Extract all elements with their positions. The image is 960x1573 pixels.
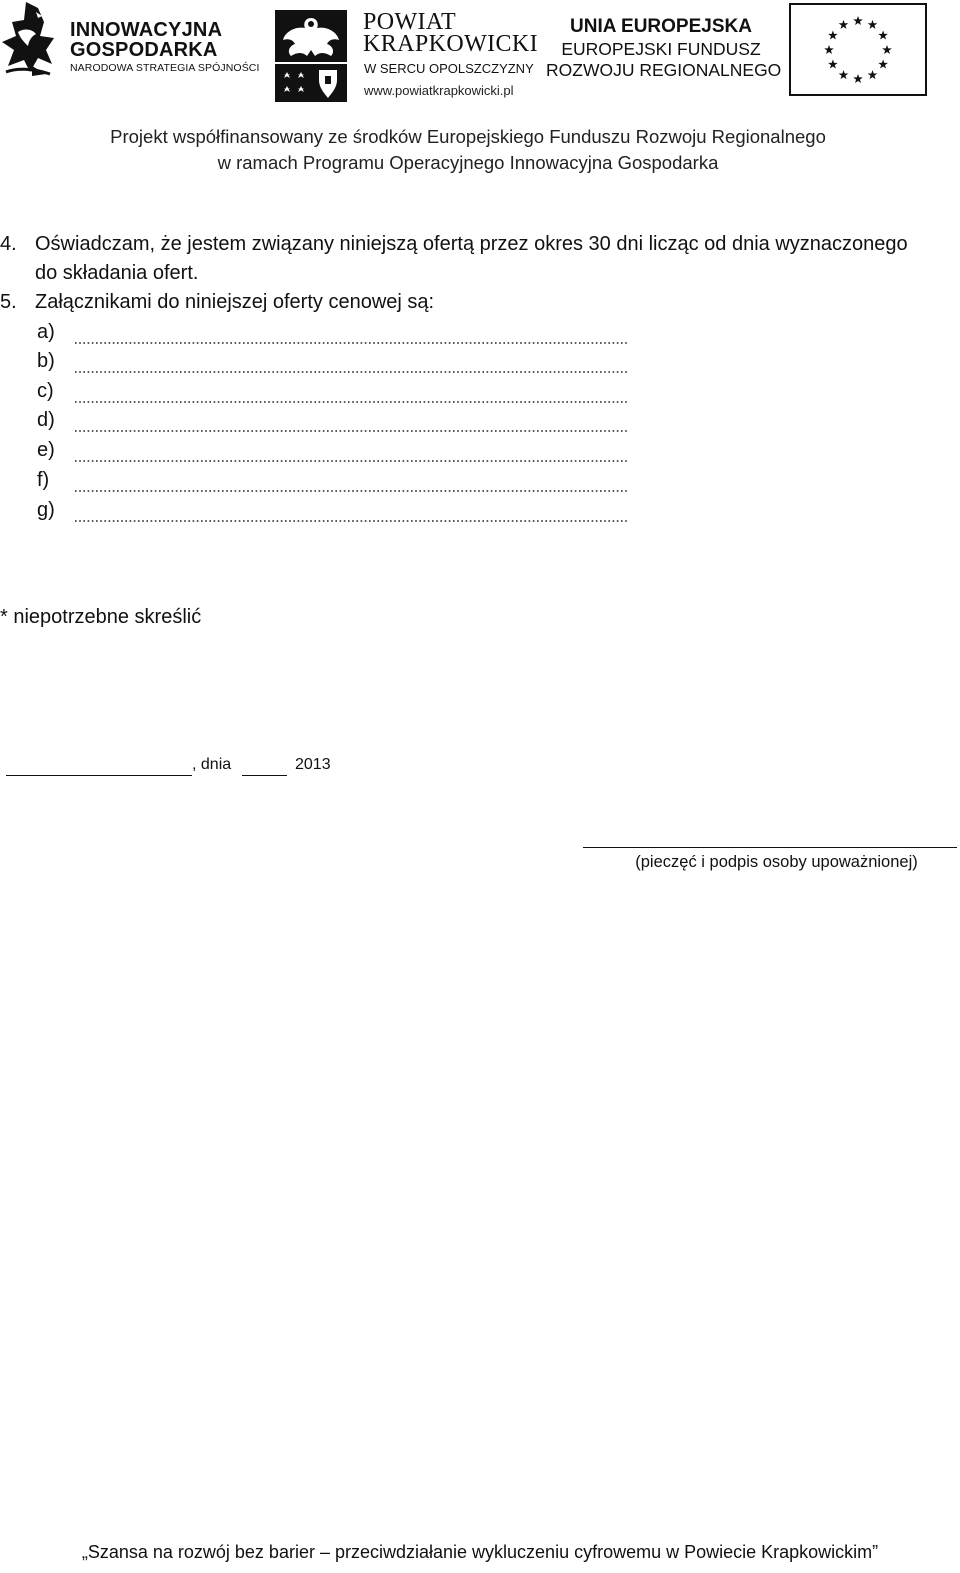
attachment-letter: a) — [37, 321, 55, 343]
attachment-letter: d) — [37, 409, 55, 431]
place-blank-line[interactable] — [6, 775, 192, 776]
dotted-fill-line — [75, 430, 628, 432]
logo-innowacyjna-subtitle: NARODOWA STRATEGIA SPÓJNOŚCI — [70, 62, 260, 74]
dotted-fill-line — [75, 490, 628, 492]
logo-ue-line3: ROZWOJU REGIONALNEGO — [546, 60, 782, 80]
logo-ue-line2: EUROPEJSKI FUNDUSZ — [561, 39, 761, 59]
dotted-fill-line — [75, 342, 628, 344]
attachment-line[interactable] — [0, 436, 640, 465]
logo-unia-europejska — [546, 14, 782, 89]
attachment-line[interactable] — [0, 318, 640, 347]
dotted-fill-line — [75, 371, 628, 373]
innowacyjna-gospodarka-emblem-icon — [2, 2, 64, 80]
attachment-letter: b) — [37, 350, 55, 372]
logo-ue-line1: UNIA EUROPEJSKA — [570, 16, 752, 37]
logo-powiat-line1: POWIAT — [363, 9, 457, 35]
logo-powiat-krapkowicki — [275, 8, 540, 103]
project-banner-line1: Projekt współfinansowany ze środków Europejskiego Funduszu Rozwoju Regionalnego — [110, 126, 826, 147]
page-footer: „Szansa na rozwój bez barier – przeciwdziałanie wykluczeniu cyfrowemu w Powiecie Krapkowickim” — [81, 1542, 879, 1562]
footnote-strike-unnecessary: * niepotrzebne skreślić — [0, 606, 202, 628]
date-year: 2013 — [295, 756, 331, 773]
powiat-coat-of-arms-icon — [275, 10, 347, 102]
dotted-fill-line — [75, 520, 628, 522]
project-banner-line2: w ramach Programu Operacyjnego Innowacyjna Gospodarka — [217, 152, 719, 173]
dotted-fill-line — [75, 401, 628, 403]
attachment-line[interactable] — [0, 377, 640, 406]
attachment-letter: f) — [37, 469, 50, 491]
attachment-line[interactable] — [0, 347, 640, 376]
logo-innowacyjna-gospodarka — [2, 2, 260, 80]
item-5-number: 5. — [0, 291, 17, 313]
attachment-line[interactable] — [0, 406, 640, 435]
attachment-line[interactable] — [0, 466, 640, 495]
attachment-line[interactable] — [0, 496, 640, 525]
attachment-letter: e) — [37, 439, 55, 461]
logo-innowacyjna-line2: GOSPODARKA — [70, 39, 218, 61]
item-4-number: 4. — [0, 233, 17, 255]
logo-powiat-line2: KRAPKOWICKI — [363, 31, 539, 57]
signature-label: (pieczęć i podpis osoby upoważnionej) — [635, 853, 918, 871]
day-blank-line[interactable] — [242, 775, 287, 776]
signature-blank-line[interactable] — [583, 847, 957, 848]
eu-flag-icon — [789, 3, 927, 96]
logo-powiat-subtitle: W SERCU OPOLSZCZYZNY — [364, 61, 534, 76]
date-dnia-label: , dnia — [192, 756, 232, 773]
item-4-text-line1: Oświadczam, że jestem związany niniejszą ofertą przez okres 30 dni licząc od dnia wyznaczonego — [35, 233, 908, 255]
logo-innowacyjna-line1: INNOWACYJNA — [70, 19, 223, 41]
item-5-text: Załącznikami do niniejszej oferty cenowej są: — [35, 291, 435, 313]
attachment-letter: c) — [37, 380, 54, 402]
attachment-letter: g) — [37, 499, 55, 521]
logo-powiat-url: www.powiatkrapkowicki.pl — [364, 83, 514, 98]
item-4-text-line2: do składania ofert. — [35, 262, 199, 284]
dotted-fill-line — [75, 460, 628, 462]
